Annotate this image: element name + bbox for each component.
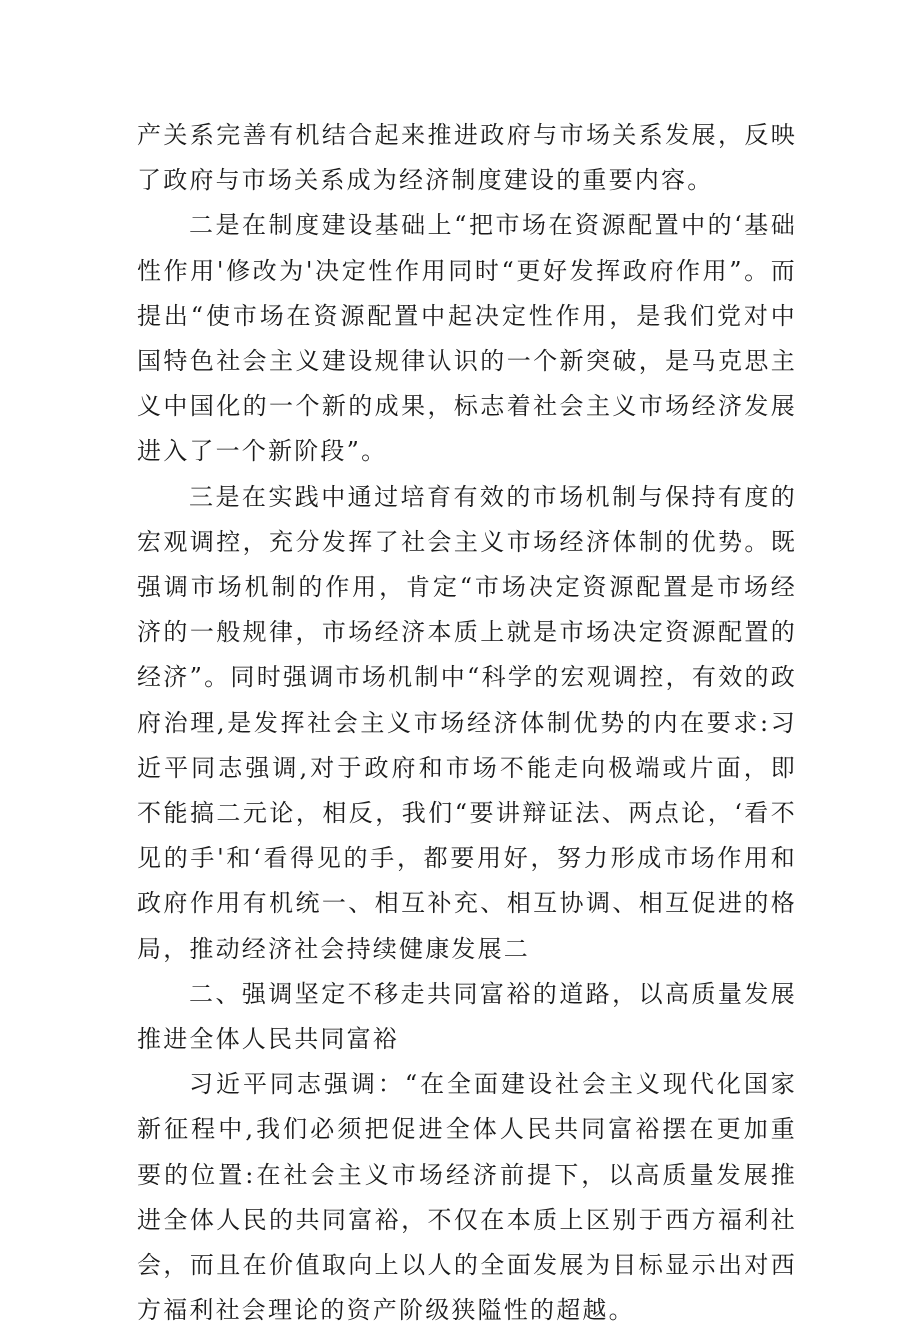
paragraph-point-two: 二是在制度建设基础上“把市场在资源配置中的‘基础性作用'修改为'决定性作用同时“更好发挥政府作用”。而提出“使市场在资源配置中起决定性作用，是我们党对中国特色社会主义建设规律认识的一个新突破，是马克思主义中国化的一个新的成果，标志着社会主义市场经济发展进入了一个新阶段”。 <box>137 211 797 466</box>
paragraph-common-prosperity: 习近平同志强调：“在全面建设社会主义现代化国家新征程中,我们必须把促进全体人民共同富裕摆在更加重要的位置:在社会主义市场经济前提下，以高质量发展推进全体人民的共同富裕，不仅在本质上区别于西方福利社会，而且在价值取向上以人的全面发展为目标显示出对西方福利社会理论的资产阶级狭隘性的超越。 <box>137 1070 797 1325</box>
paragraph-continued: 产关系完善有机结合起来推进政府与市场关系发展，反映了政府与市场关系成为经济制度建设的重要内容。 <box>137 121 797 195</box>
document-body <box>137 113 797 1333</box>
section-heading: 二、强调坚定不移走共同富裕的道路，以高质量发展推进全体人民共同富裕 <box>137 979 797 1054</box>
paragraph-point-three: 三是在实践中通过培育有效的市场机制与保持有度的宏观调控，充分发挥了社会主义市场经济体制的优势。既强调市场机制的作用，肯定“市场决定资源配置是市场经济的一般规律，市场经济本质上就是市场决定资源配置的经济”。同时强调市场机制中“科学的宏观调控，有效的政府治理,是发挥社会主义市场经济体制优势的内在要求:习近平同志强调,对于政府和市场不能走向极端或片面，即不能搞二元论，相反，我们“要讲辩证法、两点论，‘看不见的手'和‘看得见的手，都要用好，努力形成市场作用和政府作用有机统一、相互补充、相互协调、相互促进的格局，推动经济社会持续健康发展二 <box>137 482 797 963</box>
